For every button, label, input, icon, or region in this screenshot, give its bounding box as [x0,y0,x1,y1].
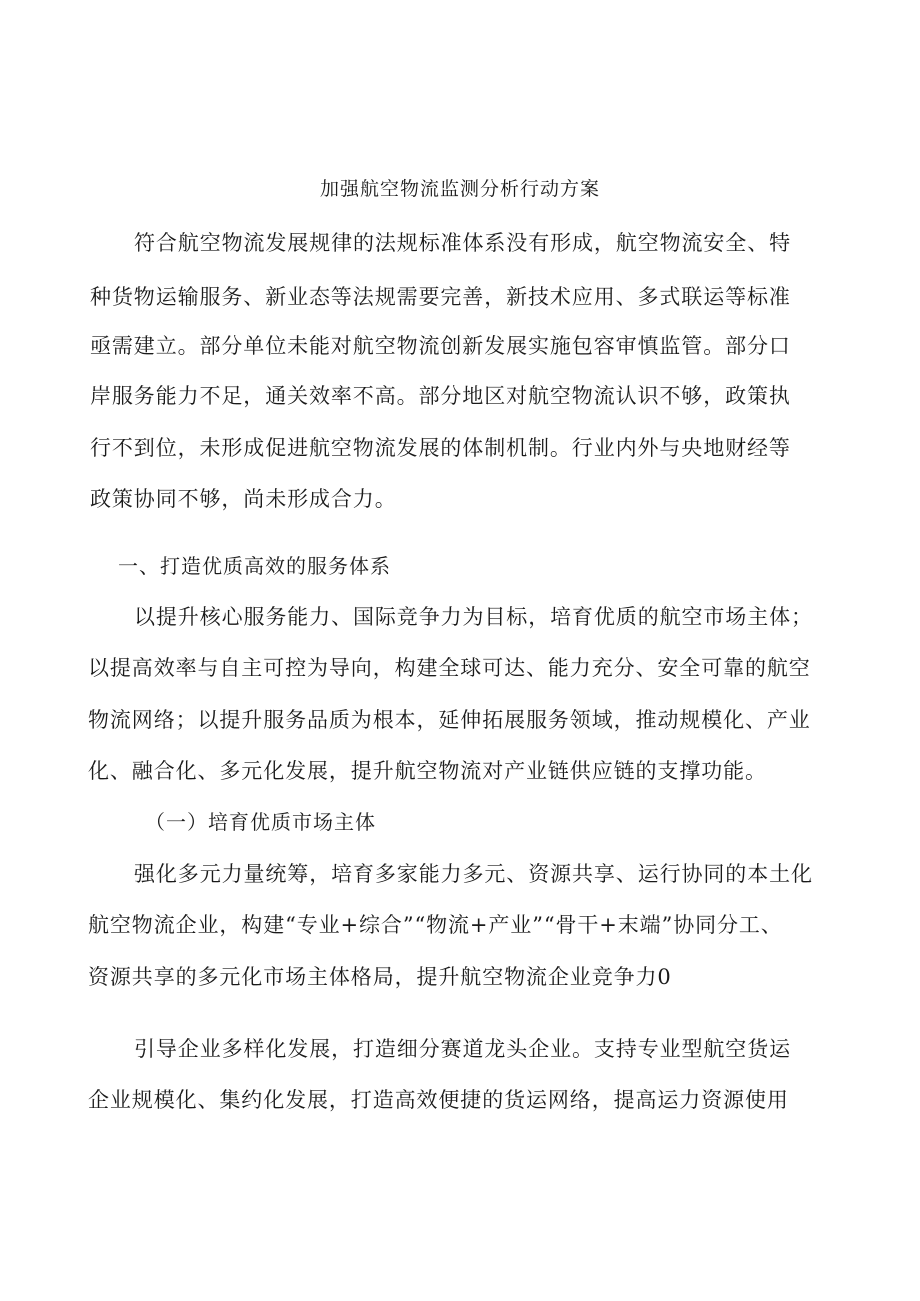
subsection-heading: （一）培育优质市场主体 [145,810,376,834]
intro-line: 行不到位，未形成促进航空物流发展的体制机制。行业内外与央地财经等 [90,436,791,460]
intro-line: 政策协同不够，尚未形成合力。 [90,487,397,511]
intro-line: 岸服务能力不足，通关效率不高。部分地区对航空物流认识不够，政策执 [90,384,791,408]
document-title: 加强航空物流监测分析行动方案 [319,178,600,200]
paragraph4-line: 企业规模化、集约化发展，打造高效便捷的货运网络，提高运力资源使用 [88,1088,789,1112]
section-heading: 一、打造优质高效的服务体系 [118,554,391,578]
intro-line: 符合航空物流发展规律的法规标准体系没有形成，航空物流安全、特 [134,231,791,255]
section1-line: 以提高效率与自主可控为导向，构建全球可达、能力充分、安全可靠的航空 [88,656,811,680]
subsection1-line: 资源共享的多元化市场主体格局，提升航空物流企业竞争力0 [88,965,672,989]
subsection1-line: 强化多元力量统筹，培育多家能力多元、资源共享、运行协同的本土化 [134,862,813,886]
subsection1-line: 航空物流企业，构建“专业+综合”“物流+产业”“骨干+末端”协同分工、 [88,913,783,937]
paragraph4-line: 引导企业多样化发展，打造细分赛道龙头企业。支持专业型航空货运 [134,1037,791,1061]
section1-line: 以提升核心服务能力、国际竞争力为目标，培育优质的航空市场主体； [134,605,813,629]
intro-line: 种货物运输服务、新业态等法规需要完善，新技术应用、多式联运等标准 [90,285,791,309]
section1-line: 物流网络；以提升服务品质为根本，延伸拓展服务领域，推动规模化、产业 [88,708,811,732]
section1-line: 化、融合化、多元化发展，提升航空物流对产业链供应链的支撑功能。 [88,759,767,783]
intro-line: 亟需建立。部分单位未能对航空物流创新发展实施包容审慎监管。部分口 [90,334,791,358]
